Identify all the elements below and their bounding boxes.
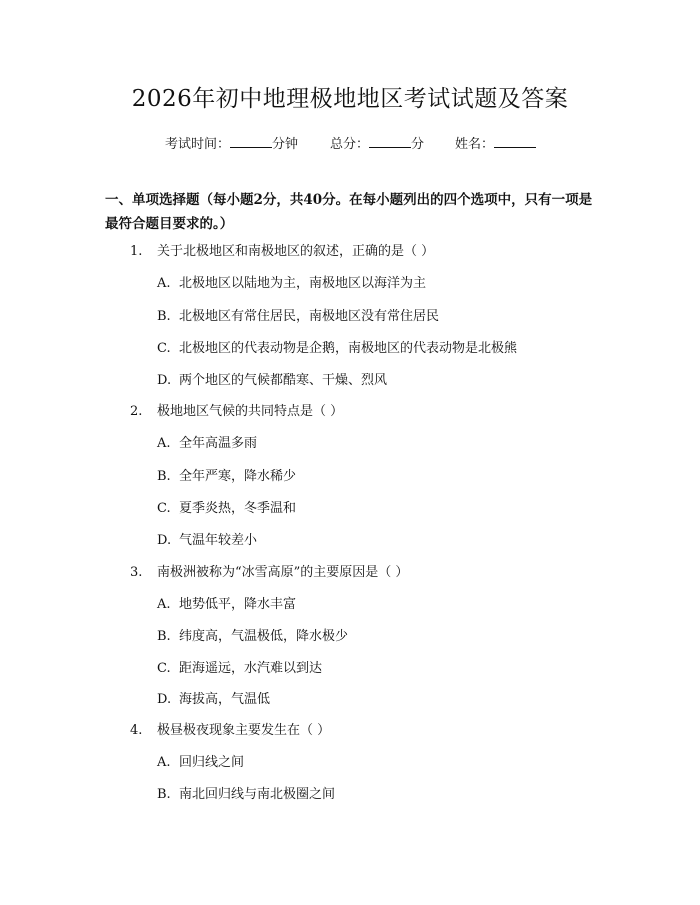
total-score-label: 总分： xyxy=(330,137,370,152)
exam-meta-line xyxy=(0,133,700,153)
question-text: 关于北极地区和南极地区的叙述，正确的是（ ） xyxy=(157,244,435,259)
option-text: 北极地区的代表动物是企鹅，南极地区的代表动物是北极熊 xyxy=(179,341,518,356)
option-letter: B. xyxy=(157,787,171,802)
option-text: 夏季炎热，冬季温和 xyxy=(179,501,297,516)
total-score-unit: 分 xyxy=(411,137,425,152)
student-name-field xyxy=(455,133,536,155)
option-letter: A. xyxy=(157,755,171,770)
question-number: 2. xyxy=(130,404,143,419)
option-letter: C. xyxy=(157,661,171,676)
question-number: 3. xyxy=(130,565,143,580)
question-text: 南极洲被称为“冰雪高原”的主要原因是（ ） xyxy=(157,565,409,580)
option-text: 地势低平，降水丰富 xyxy=(179,597,297,612)
total-score-blank xyxy=(369,133,411,148)
option-item xyxy=(157,371,387,391)
exam-time-field xyxy=(165,133,298,155)
option-letter: B. xyxy=(157,309,171,324)
option-item xyxy=(157,753,244,773)
option-text: 全年高温多雨 xyxy=(179,436,258,451)
option-text: 纬度高，气温极低，降水极少 xyxy=(179,629,349,644)
option-item xyxy=(157,531,257,551)
exam-time-label: 考试时间： xyxy=(165,137,231,152)
option-item xyxy=(157,467,296,487)
option-text: 海拔高，气温低 xyxy=(179,692,271,707)
question-text: 极地地区气候的共同特点是（ ） xyxy=(157,404,344,419)
option-letter: D. xyxy=(157,692,172,707)
option-text: 回归线之间 xyxy=(179,755,245,770)
option-item xyxy=(157,659,322,679)
option-letter: C. xyxy=(157,501,171,516)
exam-time-blank xyxy=(230,133,272,148)
option-item xyxy=(157,339,517,359)
student-name-label: 姓名： xyxy=(455,137,495,152)
question-number: 1. xyxy=(130,244,143,259)
option-text: 南北回归线与南北极圈之间 xyxy=(179,787,336,802)
option-text: 距海遥远，水汽难以到达 xyxy=(179,661,323,676)
question-text: 极昼极夜现象主要发生在（ ） xyxy=(157,723,331,738)
option-item xyxy=(157,499,296,519)
option-item xyxy=(157,274,426,294)
option-letter: B. xyxy=(157,629,171,644)
option-item xyxy=(157,690,270,710)
option-letter: D. xyxy=(157,373,172,388)
question-number: 4. xyxy=(130,723,143,738)
option-item xyxy=(157,434,257,454)
exam-time-unit: 分钟 xyxy=(272,137,299,152)
option-item xyxy=(157,785,335,805)
option-text: 北极地区以陆地为主，南极地区以海洋为主 xyxy=(179,276,427,291)
option-text: 两个地区的气候都酷寒、干燥、烈风 xyxy=(179,373,388,388)
option-text: 全年严寒，降水稀少 xyxy=(179,469,297,484)
option-letter: A. xyxy=(157,276,171,291)
exam-title: 2026年初中地理极地地区考试试题及答案 xyxy=(131,86,569,112)
option-letter: C. xyxy=(157,341,171,356)
student-name-blank xyxy=(494,133,536,148)
option-item xyxy=(157,627,348,647)
option-item xyxy=(157,595,296,615)
option-letter: A. xyxy=(157,436,171,451)
option-item xyxy=(157,307,439,327)
section-heading: 一、单项选择题（每小题2分，共40分。在每小题列出的四个选项中，只有一项是最符合题目要求的。） xyxy=(105,192,593,232)
total-score-field xyxy=(330,133,424,155)
option-letter: A. xyxy=(157,597,171,612)
option-letter: B. xyxy=(157,469,171,484)
option-letter: D. xyxy=(157,533,172,548)
option-text: 北极地区有常住居民，南极地区没有常住居民 xyxy=(179,309,440,324)
option-text: 气温年较差小 xyxy=(179,533,258,548)
